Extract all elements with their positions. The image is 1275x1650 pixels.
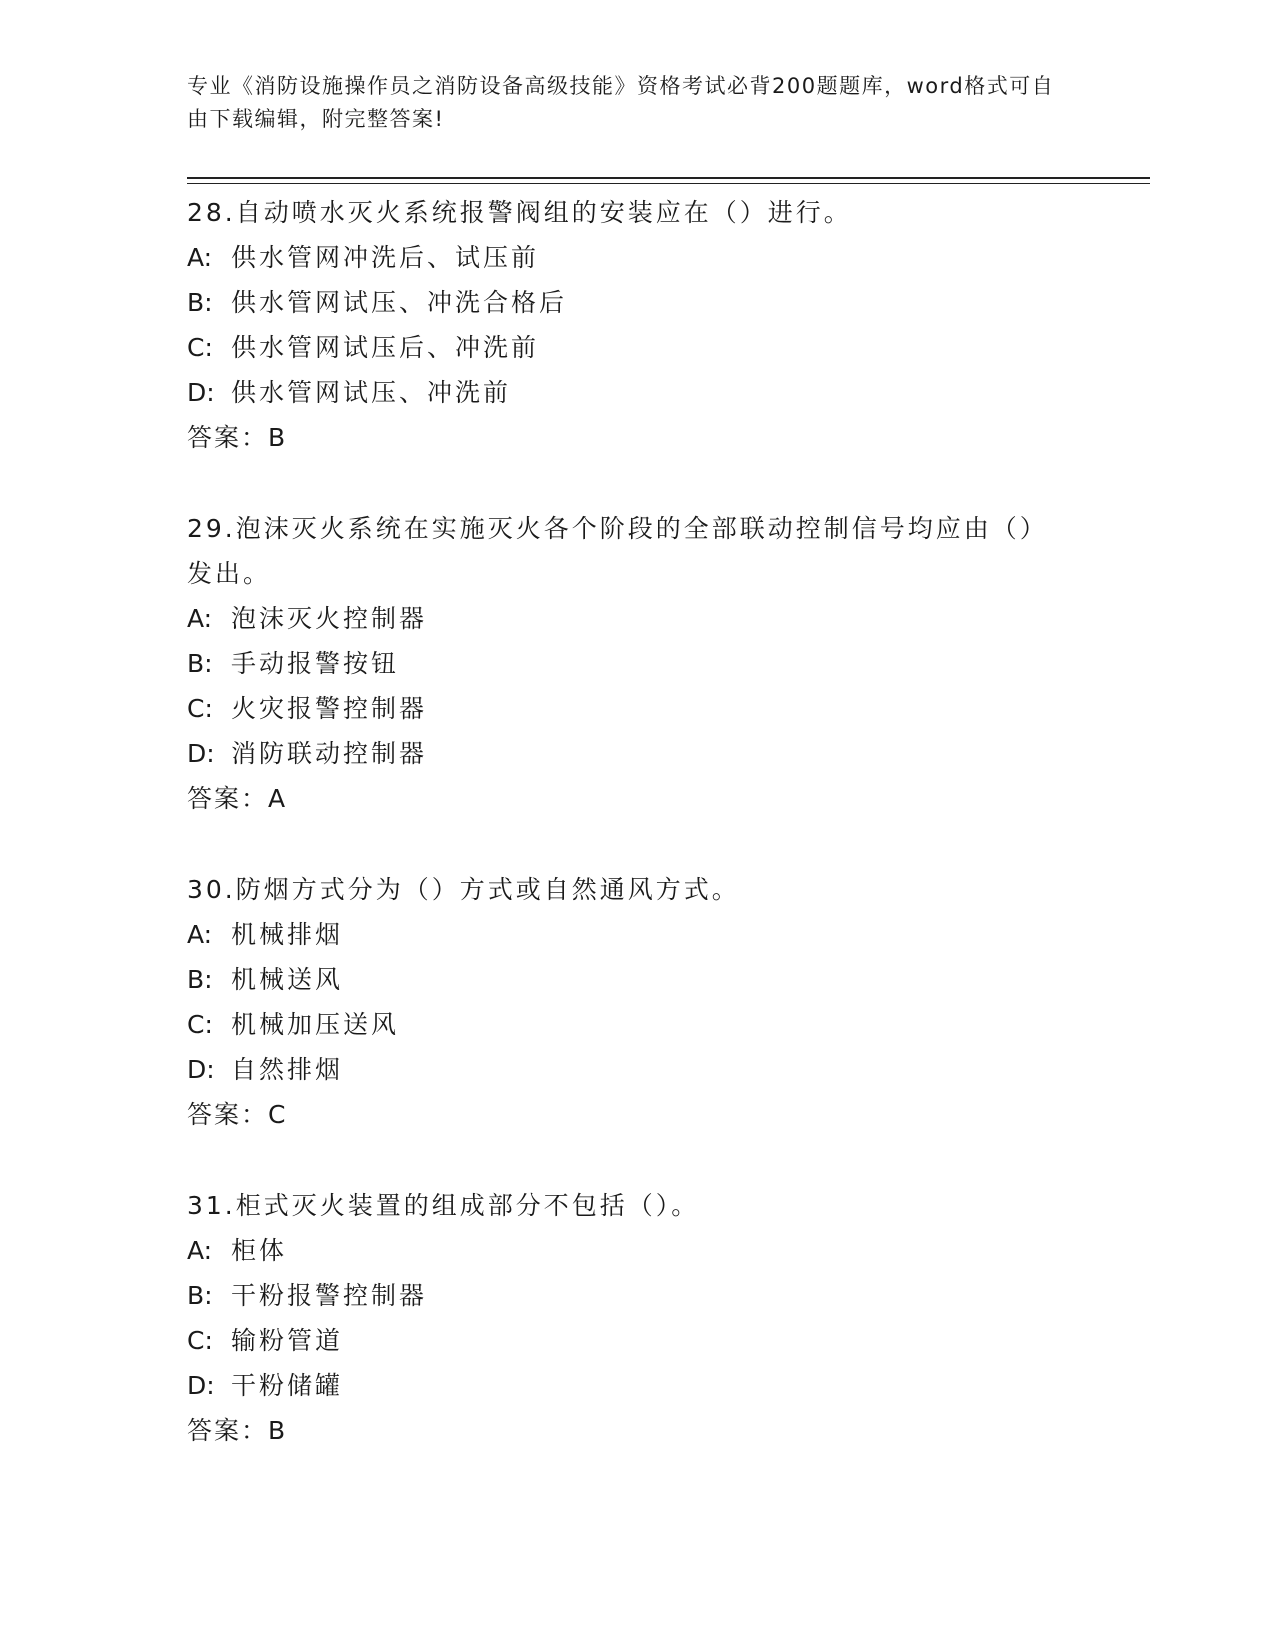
option-d bbox=[187, 370, 1067, 415]
header-divider-thick bbox=[187, 177, 1150, 179]
option-d bbox=[187, 731, 1067, 776]
option-text: 供水管网试压、冲洗合格后 bbox=[231, 288, 568, 317]
option-b bbox=[187, 1273, 1067, 1318]
option-text: 消防联动控制器 bbox=[231, 739, 428, 768]
option-text: 机械加压送风 bbox=[231, 1010, 400, 1039]
option-letter: C: bbox=[187, 1326, 213, 1355]
option-c bbox=[187, 1318, 1067, 1363]
option-d bbox=[187, 1363, 1067, 1408]
question-30 bbox=[187, 867, 1067, 1137]
option-text: 供水管网试压后、冲洗前 bbox=[231, 333, 540, 362]
option-text: 自然排烟 bbox=[231, 1055, 344, 1084]
option-letter: D: bbox=[187, 1055, 215, 1084]
option-d bbox=[187, 1047, 1067, 1092]
option-text: 手动报警按钮 bbox=[231, 649, 400, 678]
option-text: 柜体 bbox=[231, 1236, 288, 1265]
option-letter: B: bbox=[187, 965, 213, 994]
question-stem: 28.自动喷水灭火系统报警阀组的安装应在（）进行。 bbox=[187, 198, 852, 227]
option-a bbox=[187, 1228, 1067, 1273]
answer-value: A bbox=[268, 784, 286, 813]
header-divider-thin bbox=[187, 183, 1150, 184]
option-text: 输粉管道 bbox=[231, 1326, 344, 1355]
option-letter: B: bbox=[187, 649, 213, 678]
option-text: 机械排烟 bbox=[231, 920, 344, 949]
question-stem: 30.防烟方式分为（）方式或自然通风方式。 bbox=[187, 875, 740, 904]
question-list bbox=[187, 190, 1067, 1499]
document-header: 专业《消防设施操作员之消防设备高级技能》资格考试必背200题题库，word格式可自由下载编辑，附完整答案! bbox=[187, 74, 1055, 131]
option-text: 干粉报警控制器 bbox=[231, 1281, 428, 1310]
answer-label: 答案： bbox=[187, 423, 269, 452]
answer-line bbox=[187, 415, 1067, 460]
option-letter: C: bbox=[187, 694, 213, 723]
option-c bbox=[187, 1002, 1067, 1047]
option-letter: B: bbox=[187, 288, 213, 317]
option-letter: A: bbox=[187, 243, 213, 272]
option-text: 干粉储罐 bbox=[231, 1371, 344, 1400]
option-letter: D: bbox=[187, 1371, 215, 1400]
question-31 bbox=[187, 1183, 1067, 1453]
answer-line bbox=[187, 1408, 1067, 1453]
option-b bbox=[187, 641, 1067, 686]
option-text: 泡沫灭火控制器 bbox=[231, 604, 428, 633]
option-c bbox=[187, 686, 1067, 731]
answer-value: C bbox=[268, 1100, 286, 1129]
answer-line bbox=[187, 776, 1067, 821]
answer-value: B bbox=[268, 423, 286, 452]
answer-label: 答案： bbox=[187, 1100, 269, 1129]
option-a bbox=[187, 235, 1067, 280]
option-text: 供水管网试压、冲洗前 bbox=[231, 378, 512, 407]
option-letter: A: bbox=[187, 604, 213, 633]
option-letter: B: bbox=[187, 1281, 213, 1310]
question-stem: 31.柜式灭火装置的组成部分不包括（）。 bbox=[187, 1191, 700, 1220]
option-a bbox=[187, 912, 1067, 957]
question-stem: 29.泡沫灭火系统在实施灭火各个阶段的全部联动控制信号均应由（）发出。 bbox=[187, 514, 1048, 588]
question-29 bbox=[187, 506, 1067, 821]
option-b bbox=[187, 957, 1067, 1002]
option-a bbox=[187, 596, 1067, 641]
option-b bbox=[187, 280, 1067, 325]
option-letter: C: bbox=[187, 333, 213, 362]
option-letter: A: bbox=[187, 1236, 213, 1265]
option-letter: C: bbox=[187, 1010, 213, 1039]
option-letter: D: bbox=[187, 378, 215, 407]
option-letter: A: bbox=[187, 920, 213, 949]
option-letter: D: bbox=[187, 739, 215, 768]
answer-label: 答案： bbox=[187, 784, 269, 813]
answer-label: 答案： bbox=[187, 1416, 269, 1445]
answer-line bbox=[187, 1092, 1067, 1137]
option-text: 火灾报警控制器 bbox=[231, 694, 428, 723]
question-28 bbox=[187, 190, 1067, 460]
option-text: 机械送风 bbox=[231, 965, 344, 994]
option-text: 供水管网冲洗后、试压前 bbox=[231, 243, 540, 272]
answer-value: B bbox=[268, 1416, 286, 1445]
option-c bbox=[187, 325, 1067, 370]
